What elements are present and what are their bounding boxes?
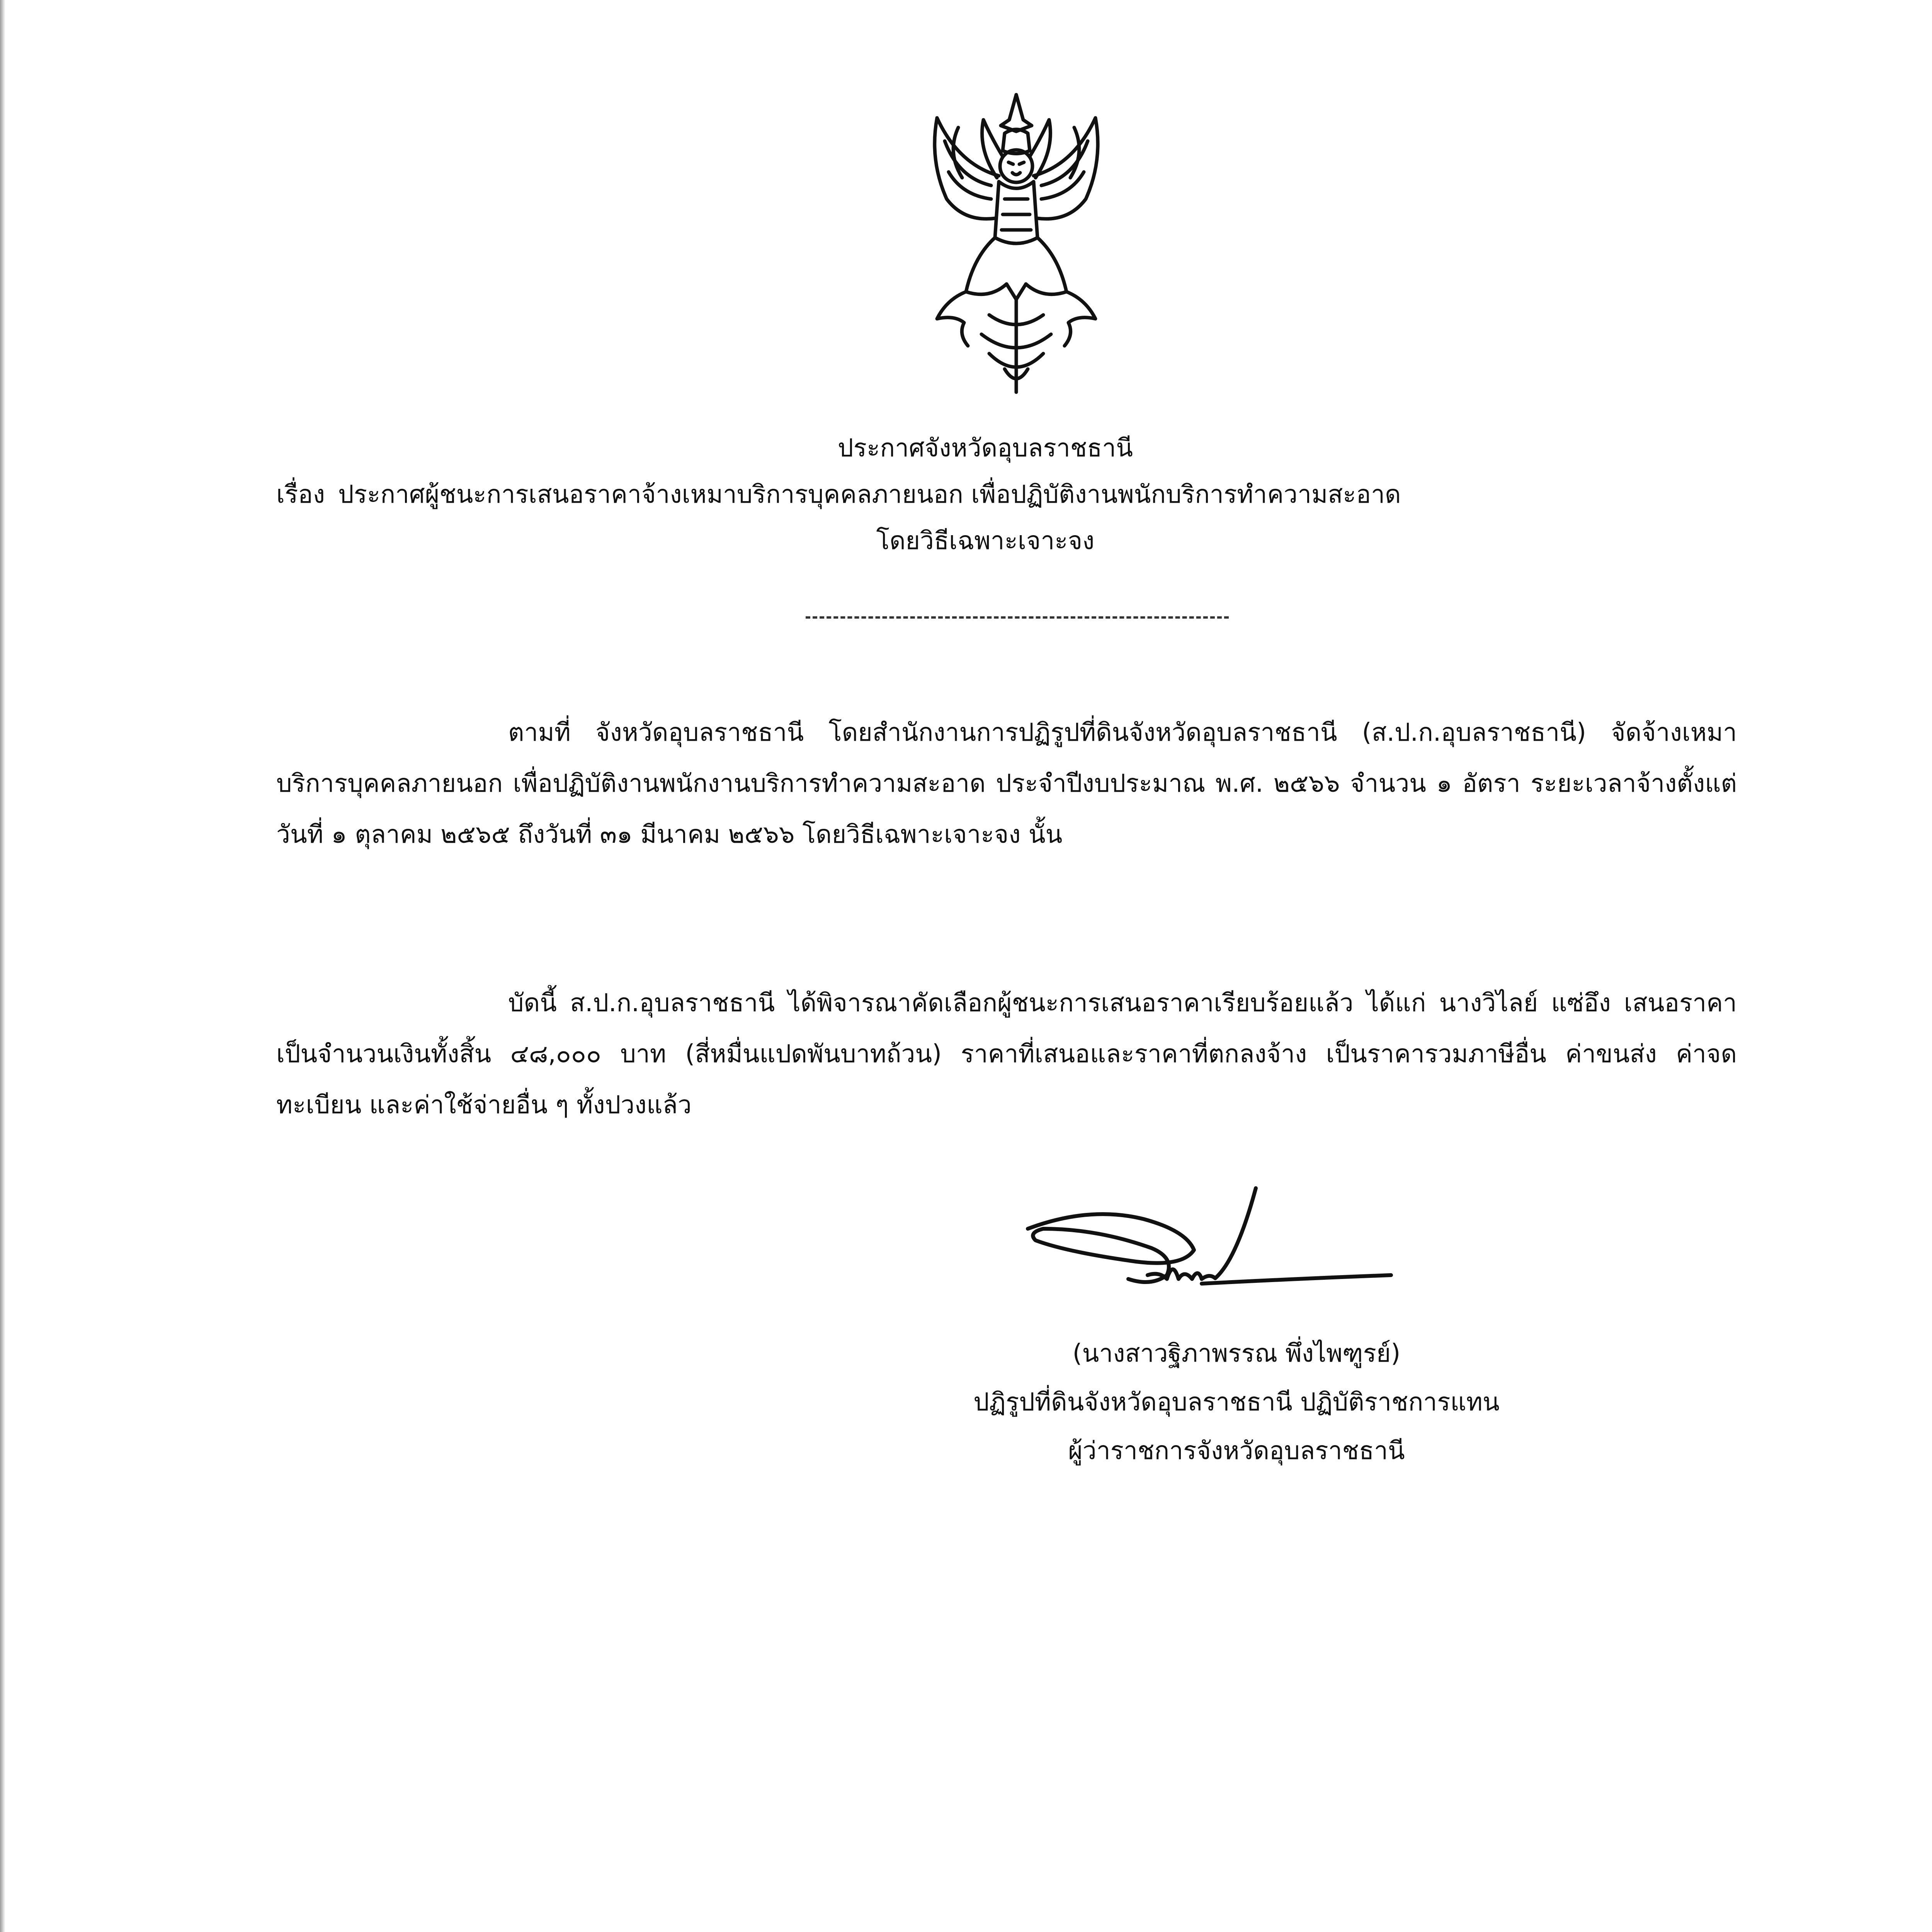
- signatory-position: ปฏิรูปที่ดินจังหวัดอุบลราชธานี ปฏิบัติราชการแทน: [973, 1388, 1500, 1417]
- subject-continuation: โดยวิธีเฉพาะเจาะจง: [876, 527, 1095, 555]
- announcement-title: ประกาศจังหวัดอุบลราชธานี: [838, 434, 1133, 463]
- subject-line: [0, 471, 1932, 518]
- announcement-header: [0, 425, 1932, 564]
- signatory-position-on-behalf: ผู้ว่าราชการจังหวัดอุบลราชธานี: [1068, 1437, 1405, 1465]
- subject-label: เรื่อง: [276, 480, 325, 509]
- paragraph-text: บัดนี้ ส.ป.ก.อุบลราชธานี ได้พิจารณาคัดเลือกผู้ชนะการเสนอราคาเรียบร้อยแล้ว ได้แก่ นางวิไลย์ แซ่อึง เสนอราคาเป็นจำนวนเงินทั้งสิ้น ๔๘,๐๐๐ บาท (สี่หมื่นแปดพันบาทถ้วน) ราคาที่เสนอและราคาที่ตกลงจ้าง เป็นราคารวมภาษีอื่น ค่าขนส่ง ค่าจดทะเบียน และค่าใช้จ่ายอื่น ๆ ทั้งปวงแล้ว: [276, 989, 1737, 1119]
- signature-block: [773, 1329, 1700, 1475]
- paragraph-text: ตามที่ จังหวัดอุบลราชธานี โดยสำนักงานการปฏิรูปที่ดินจังหวัดอุบลราชธานี (ส.ป.ก.อุบลราชธานี) จัดจ้างเหมาบริการบุคคลภายนอก เพื่อปฏิบัติงานพนักงานบริการทำความสะอาด ประจำปีงบประมาณ พ.ศ. ๒๕๖๖ จำนวน ๑ อัตรา ระยะเวลาจ้างตั้งแต่วันที่ ๑ ตุลาคม ๒๕๖๕ ถึงวันที่ ๓๑ มีนาคม ๒๕๖๖ โดยวิธีเฉพาะเจาะจง นั้น: [276, 718, 1737, 849]
- signatory-name: (นางสาวฐิภาพรรณ พึ่งไพฑูรย์): [1072, 1339, 1401, 1368]
- subject-text: ประกาศผู้ชนะการเสนอราคาจ้างเหมาบริการบุคคลภายนอก เพื่อปฏิบัติงานพนักบริการทำความสะอาด: [338, 480, 1401, 509]
- scan-edge-left: [0, 0, 5, 1932]
- body-paragraph: [276, 707, 1737, 860]
- handwritten-signature: [1020, 1182, 1399, 1333]
- body-paragraph: [276, 978, 1737, 1131]
- header-divider: [806, 616, 1229, 619]
- garuda-emblem-icon: [900, 83, 1132, 400]
